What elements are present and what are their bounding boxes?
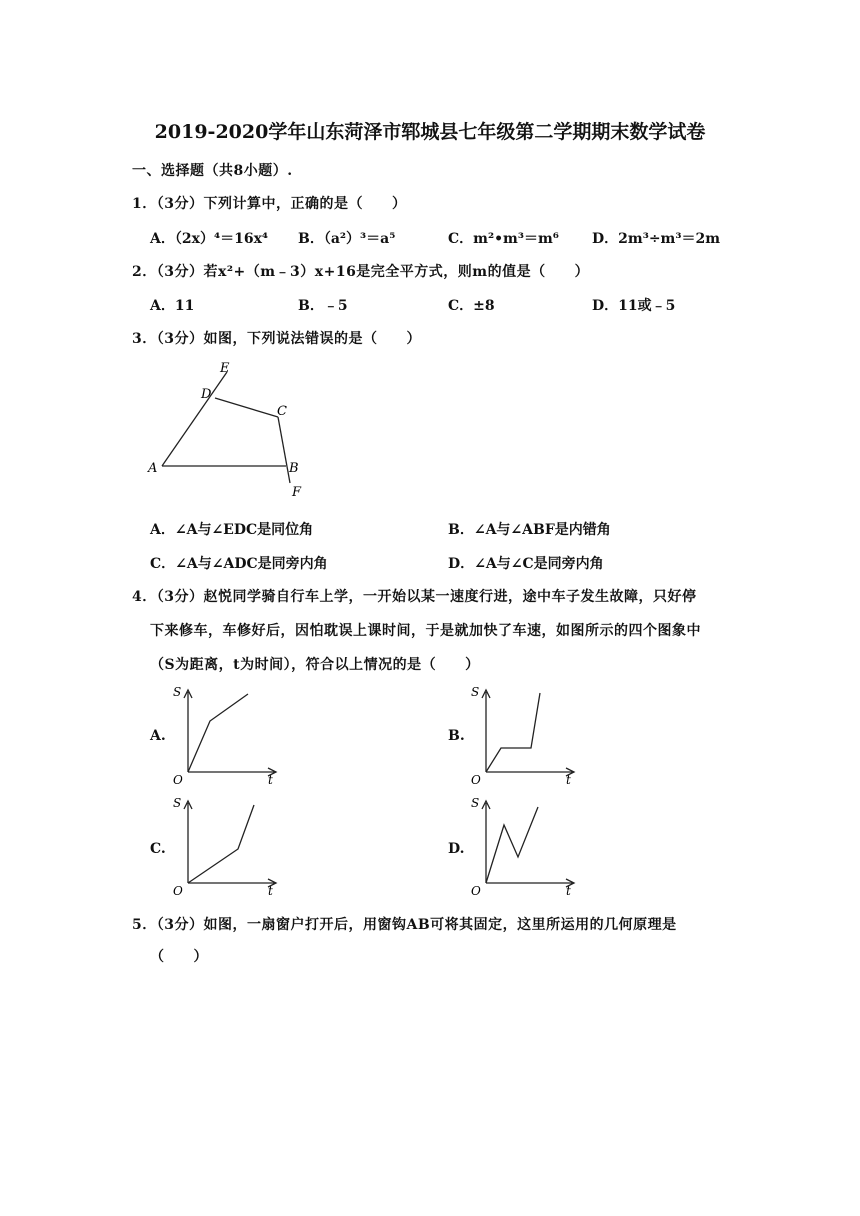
q3-option-d: D．∠A与∠C是同旁内角 — [448, 556, 604, 572]
axis-s-label: S — [173, 685, 182, 699]
graph-d — [468, 793, 583, 898]
question-2-stem: 2．（3分）若x²+（m﹣3）x+16是完全平方式，则m的值是（ ） — [132, 264, 590, 280]
question-5-stem-line1: 5．（3分）如图，一扇窗户打开后，用窗钩AB可将其固定，这里所运用的几何原理是 — [132, 917, 677, 933]
axis-s-label: S — [471, 796, 480, 810]
q1-option-c: C．m²•m³＝m⁶ — [448, 231, 559, 247]
axis-t-label: t — [268, 773, 273, 785]
q3-option-a: A．∠A与∠EDC是同位角 — [150, 522, 314, 538]
axis-s-label: S — [471, 685, 480, 699]
q2-option-a: A．11 — [150, 298, 195, 314]
question-1-stem: 1．（3分）下列计算中，正确的是（ ） — [132, 196, 407, 212]
q3-option-c: C．∠A与∠ADC是同旁内角 — [150, 556, 328, 572]
graph-a — [170, 680, 285, 785]
question-4-stem-line3: （S为距离，t为时间），符合以上情况的是（ ） — [150, 657, 480, 673]
graph-label-b: B. — [448, 728, 465, 744]
section-heading: 一、选择题（共8小题）. — [132, 163, 293, 179]
origin-label: O — [471, 884, 481, 898]
label-f: F — [292, 485, 302, 500]
origin-label: O — [471, 773, 481, 785]
q3-option-b: B．∠A与∠ABF是内错角 — [448, 522, 611, 538]
label-c: C — [277, 404, 287, 419]
graph-c — [170, 793, 285, 898]
label-b: B — [289, 461, 299, 476]
q1-option-d: D．2m³÷m³＝2m — [592, 231, 721, 247]
q2-option-c: C．±8 — [448, 298, 495, 314]
question-4-stem-line1: 4．（3分）赵悦同学骑自行车上学，一开始以某一速度行进，途中车子发生故障，只好停 — [132, 589, 697, 605]
graph-label-c: C. — [150, 841, 166, 857]
graph-label-d: D. — [448, 841, 465, 857]
q2-option-b: B．﹣5 — [298, 298, 348, 314]
question-3-stem: 3．（3分）如图，下列说法错误的是（ ） — [132, 331, 421, 347]
q2-option-d: D．11或﹣5 — [592, 298, 676, 314]
origin-label: O — [173, 773, 183, 785]
graph-label-a: A. — [150, 728, 166, 744]
question-5-stem-line2: （ ） — [150, 949, 208, 965]
label-e: E — [220, 361, 230, 376]
label-d: D — [201, 387, 212, 402]
page-title: 2019-2020学年山东菏泽市郓城县七年级第二学期期末数学试卷 — [154, 121, 706, 143]
question-4-stem-line2: 下来修车，车修好后，因怕耽误上课时间，于是就加快了车速，如图所示的四个图象中 — [150, 623, 701, 639]
q1-option-b: B．（a²）³＝a⁵ — [298, 231, 396, 247]
axis-t-label: t — [566, 773, 571, 785]
axis-t-label: t — [268, 884, 273, 898]
origin-label: O — [173, 884, 183, 898]
axis-s-label: S — [173, 796, 182, 810]
q1-option-a: A．（2x）⁴＝16x⁴ — [150, 231, 269, 247]
axis-t-label: t — [566, 884, 571, 898]
graph-b — [468, 680, 583, 785]
quadrilateral-figure — [140, 358, 320, 504]
label-a: A — [148, 461, 158, 476]
